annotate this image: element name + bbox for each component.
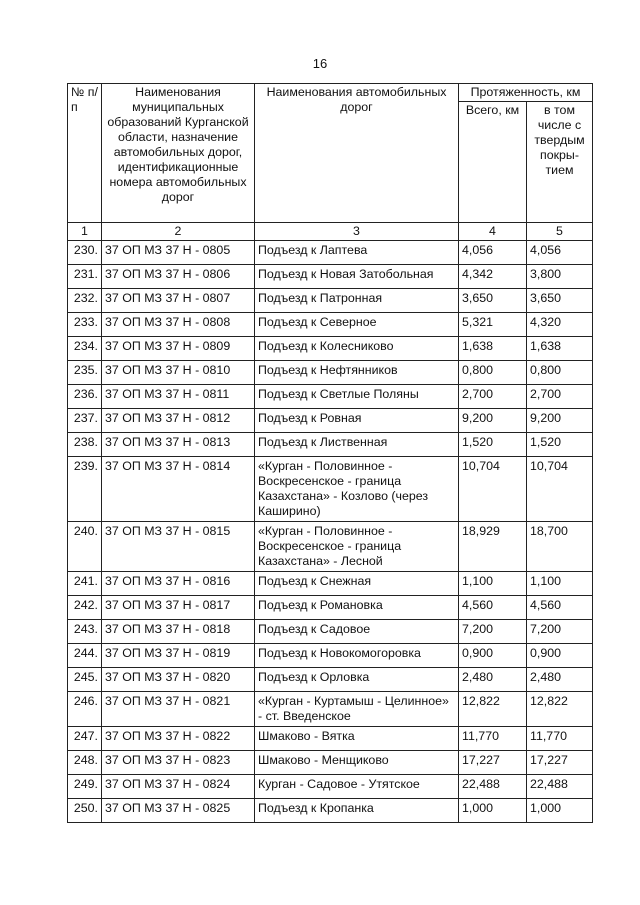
road-id: 37 ОП МЗ 37 Н - 0812: [102, 409, 255, 433]
row-number: 249.: [68, 775, 102, 799]
table-row: [68, 289, 593, 313]
row-number: 230.: [68, 241, 102, 265]
row-number: 250.: [68, 799, 102, 823]
road-name: Подъезд к Светлые Поляны: [255, 385, 459, 409]
road-id: 37 ОП МЗ 37 Н - 0815: [102, 522, 255, 572]
road-id: 37 ОП МЗ 37 Н - 0817: [102, 596, 255, 620]
column-number: 4: [459, 223, 527, 241]
length-total: 1,638: [459, 337, 527, 361]
length-hard-surface: 4,320: [527, 313, 593, 337]
header-row: [68, 84, 593, 102]
road-id: 37 ОП МЗ 37 Н - 0819: [102, 644, 255, 668]
row-number: 241.: [68, 572, 102, 596]
road-id: 37 ОП МЗ 37 Н - 0810: [102, 361, 255, 385]
road-id: 37 ОП МЗ 37 Н - 0805: [102, 241, 255, 265]
length-total: 1,000: [459, 799, 527, 823]
road-id: 37 ОП МЗ 37 Н - 0811: [102, 385, 255, 409]
table-row: [68, 692, 593, 727]
road-name: Шмаково - Вятка: [255, 727, 459, 751]
roads-table: [67, 83, 593, 823]
road-name: Подъезд к Ровная: [255, 409, 459, 433]
header-road-name: Наименования автомобильных дорог: [255, 84, 459, 223]
row-number: 242.: [68, 596, 102, 620]
length-total: 11,770: [459, 727, 527, 751]
road-name: Подъезд к Колесниково: [255, 337, 459, 361]
length-total: 1,520: [459, 433, 527, 457]
length-hard-surface: 0,800: [527, 361, 593, 385]
road-name: Подъезд к Романовка: [255, 596, 459, 620]
road-name: Подъезд к Нефтянников: [255, 361, 459, 385]
length-total: 2,700: [459, 385, 527, 409]
road-name: Подъезд к Новокомогоровка: [255, 644, 459, 668]
road-name: Подъезд к Снежная: [255, 572, 459, 596]
table-row: [68, 361, 593, 385]
length-hard-surface: 2,480: [527, 668, 593, 692]
length-total: 4,342: [459, 265, 527, 289]
road-name: «Курган - Половинное - Воскресенское - граница Казахстана» - Козлово (через Каширино): [255, 457, 459, 522]
road-id: 37 ОП МЗ 37 Н - 0807: [102, 289, 255, 313]
row-number: 236.: [68, 385, 102, 409]
page-number: 16: [312, 56, 328, 71]
row-number: 248.: [68, 751, 102, 775]
length-hard-surface: 4,056: [527, 241, 593, 265]
length-total: 4,056: [459, 241, 527, 265]
road-name: «Курган - Куртамыш - Целинное» - ст. Введенское: [255, 692, 459, 727]
road-id: 37 ОП МЗ 37 Н - 0814: [102, 457, 255, 522]
table-row: [68, 433, 593, 457]
length-total: 17,227: [459, 751, 527, 775]
header-number: № п/п: [68, 84, 102, 223]
table-body: [68, 241, 593, 823]
length-hard-surface: 9,200: [527, 409, 593, 433]
row-number: 239.: [68, 457, 102, 522]
table-row: [68, 265, 593, 289]
road-id: 37 ОП МЗ 37 Н - 0809: [102, 337, 255, 361]
road-name: Подъезд к Лиственная: [255, 433, 459, 457]
length-hard-surface: 4,560: [527, 596, 593, 620]
table-row: [68, 241, 593, 265]
table-row: [68, 522, 593, 572]
road-name: Подъезд к Северное: [255, 313, 459, 337]
row-number: 243.: [68, 620, 102, 644]
length-total: 12,822: [459, 692, 527, 727]
table-row: [68, 572, 593, 596]
length-hard-surface: 3,650: [527, 289, 593, 313]
length-total: 0,800: [459, 361, 527, 385]
row-number: 244.: [68, 644, 102, 668]
length-hard-surface: 3,800: [527, 265, 593, 289]
length-hard-surface: 7,200: [527, 620, 593, 644]
length-hard-surface: 2,700: [527, 385, 593, 409]
row-number: 231.: [68, 265, 102, 289]
length-hard-surface: 18,700: [527, 522, 593, 572]
road-name: Подъезд к Патронная: [255, 289, 459, 313]
road-name: «Курган - Половинное - Воскресенское - граница Казахстана» - Лесной: [255, 522, 459, 572]
road-id: 37 ОП МЗ 37 Н - 0823: [102, 751, 255, 775]
row-number: 247.: [68, 727, 102, 751]
length-hard-surface: 22,488: [527, 775, 593, 799]
header-municipality: Наименования муниципальных образований Курганской области, назначение автомобильных дорог, идентификационные номера автомобильных дорог: [102, 84, 255, 223]
length-total: 0,900: [459, 644, 527, 668]
length-hard-surface: 12,822: [527, 692, 593, 727]
row-number: 246.: [68, 692, 102, 727]
column-number: 5: [527, 223, 593, 241]
length-hard-surface: 17,227: [527, 751, 593, 775]
row-number: 233.: [68, 313, 102, 337]
row-number: 235.: [68, 361, 102, 385]
length-total: 2,480: [459, 668, 527, 692]
length-hard-surface: 0,900: [527, 644, 593, 668]
table-row: [68, 727, 593, 751]
road-name: Подъезд к Орловка: [255, 668, 459, 692]
length-hard-surface: 1,000: [527, 799, 593, 823]
length-total: 9,200: [459, 409, 527, 433]
road-id: 37 ОП МЗ 37 Н - 0821: [102, 692, 255, 727]
table-row: [68, 644, 593, 668]
road-id: 37 ОП МЗ 37 Н - 0808: [102, 313, 255, 337]
header-total: Всего, км: [459, 102, 527, 223]
road-id: 37 ОП МЗ 37 Н - 0822: [102, 727, 255, 751]
length-total: 10,704: [459, 457, 527, 522]
road-id: 37 ОП МЗ 37 Н - 0824: [102, 775, 255, 799]
length-total: 4,560: [459, 596, 527, 620]
column-number: 3: [255, 223, 459, 241]
road-name: Подъезд к Лаптева: [255, 241, 459, 265]
length-hard-surface: 11,770: [527, 727, 593, 751]
length-total: 18,929: [459, 522, 527, 572]
table-row: [68, 775, 593, 799]
road-name: Шмаково - Менщиково: [255, 751, 459, 775]
table-row: [68, 596, 593, 620]
table-row: [68, 799, 593, 823]
table-row: [68, 313, 593, 337]
row-number: 232.: [68, 289, 102, 313]
row-number: 237.: [68, 409, 102, 433]
length-total: 1,100: [459, 572, 527, 596]
table-row: [68, 457, 593, 522]
road-name: Подъезд к Кропанка: [255, 799, 459, 823]
road-id: 37 ОП МЗ 37 Н - 0818: [102, 620, 255, 644]
length-total: 7,200: [459, 620, 527, 644]
table-row: [68, 385, 593, 409]
column-number: 1: [68, 223, 102, 241]
length-hard-surface: 1,520: [527, 433, 593, 457]
length-total: 3,650: [459, 289, 527, 313]
length-total: 5,321: [459, 313, 527, 337]
road-id: 37 ОП МЗ 37 Н - 0816: [102, 572, 255, 596]
table-row: [68, 620, 593, 644]
row-number: 240.: [68, 522, 102, 572]
row-number: 245.: [68, 668, 102, 692]
length-hard-surface: 10,704: [527, 457, 593, 522]
row-number: 238.: [68, 433, 102, 457]
road-name: Подъезд к Новая Затобольная: [255, 265, 459, 289]
header-hard-surface: в том числе с твердым покры-тием: [527, 102, 593, 223]
table-row: [68, 751, 593, 775]
road-name: Подъезд к Садовое: [255, 620, 459, 644]
header-length: Протяженность, км: [459, 84, 593, 102]
road-id: 37 ОП МЗ 37 Н - 0806: [102, 265, 255, 289]
table-row: [68, 668, 593, 692]
column-number-row: [68, 223, 593, 241]
length-hard-surface: 1,638: [527, 337, 593, 361]
table-row: [68, 337, 593, 361]
length-hard-surface: 1,100: [527, 572, 593, 596]
table-row: [68, 409, 593, 433]
road-name: Курган - Садовое - Утятское: [255, 775, 459, 799]
column-number: 2: [102, 223, 255, 241]
road-id: 37 ОП МЗ 37 Н - 0813: [102, 433, 255, 457]
road-id: 37 ОП МЗ 37 Н - 0820: [102, 668, 255, 692]
row-number: 234.: [68, 337, 102, 361]
length-total: 22,488: [459, 775, 527, 799]
road-id: 37 ОП МЗ 37 Н - 0825: [102, 799, 255, 823]
